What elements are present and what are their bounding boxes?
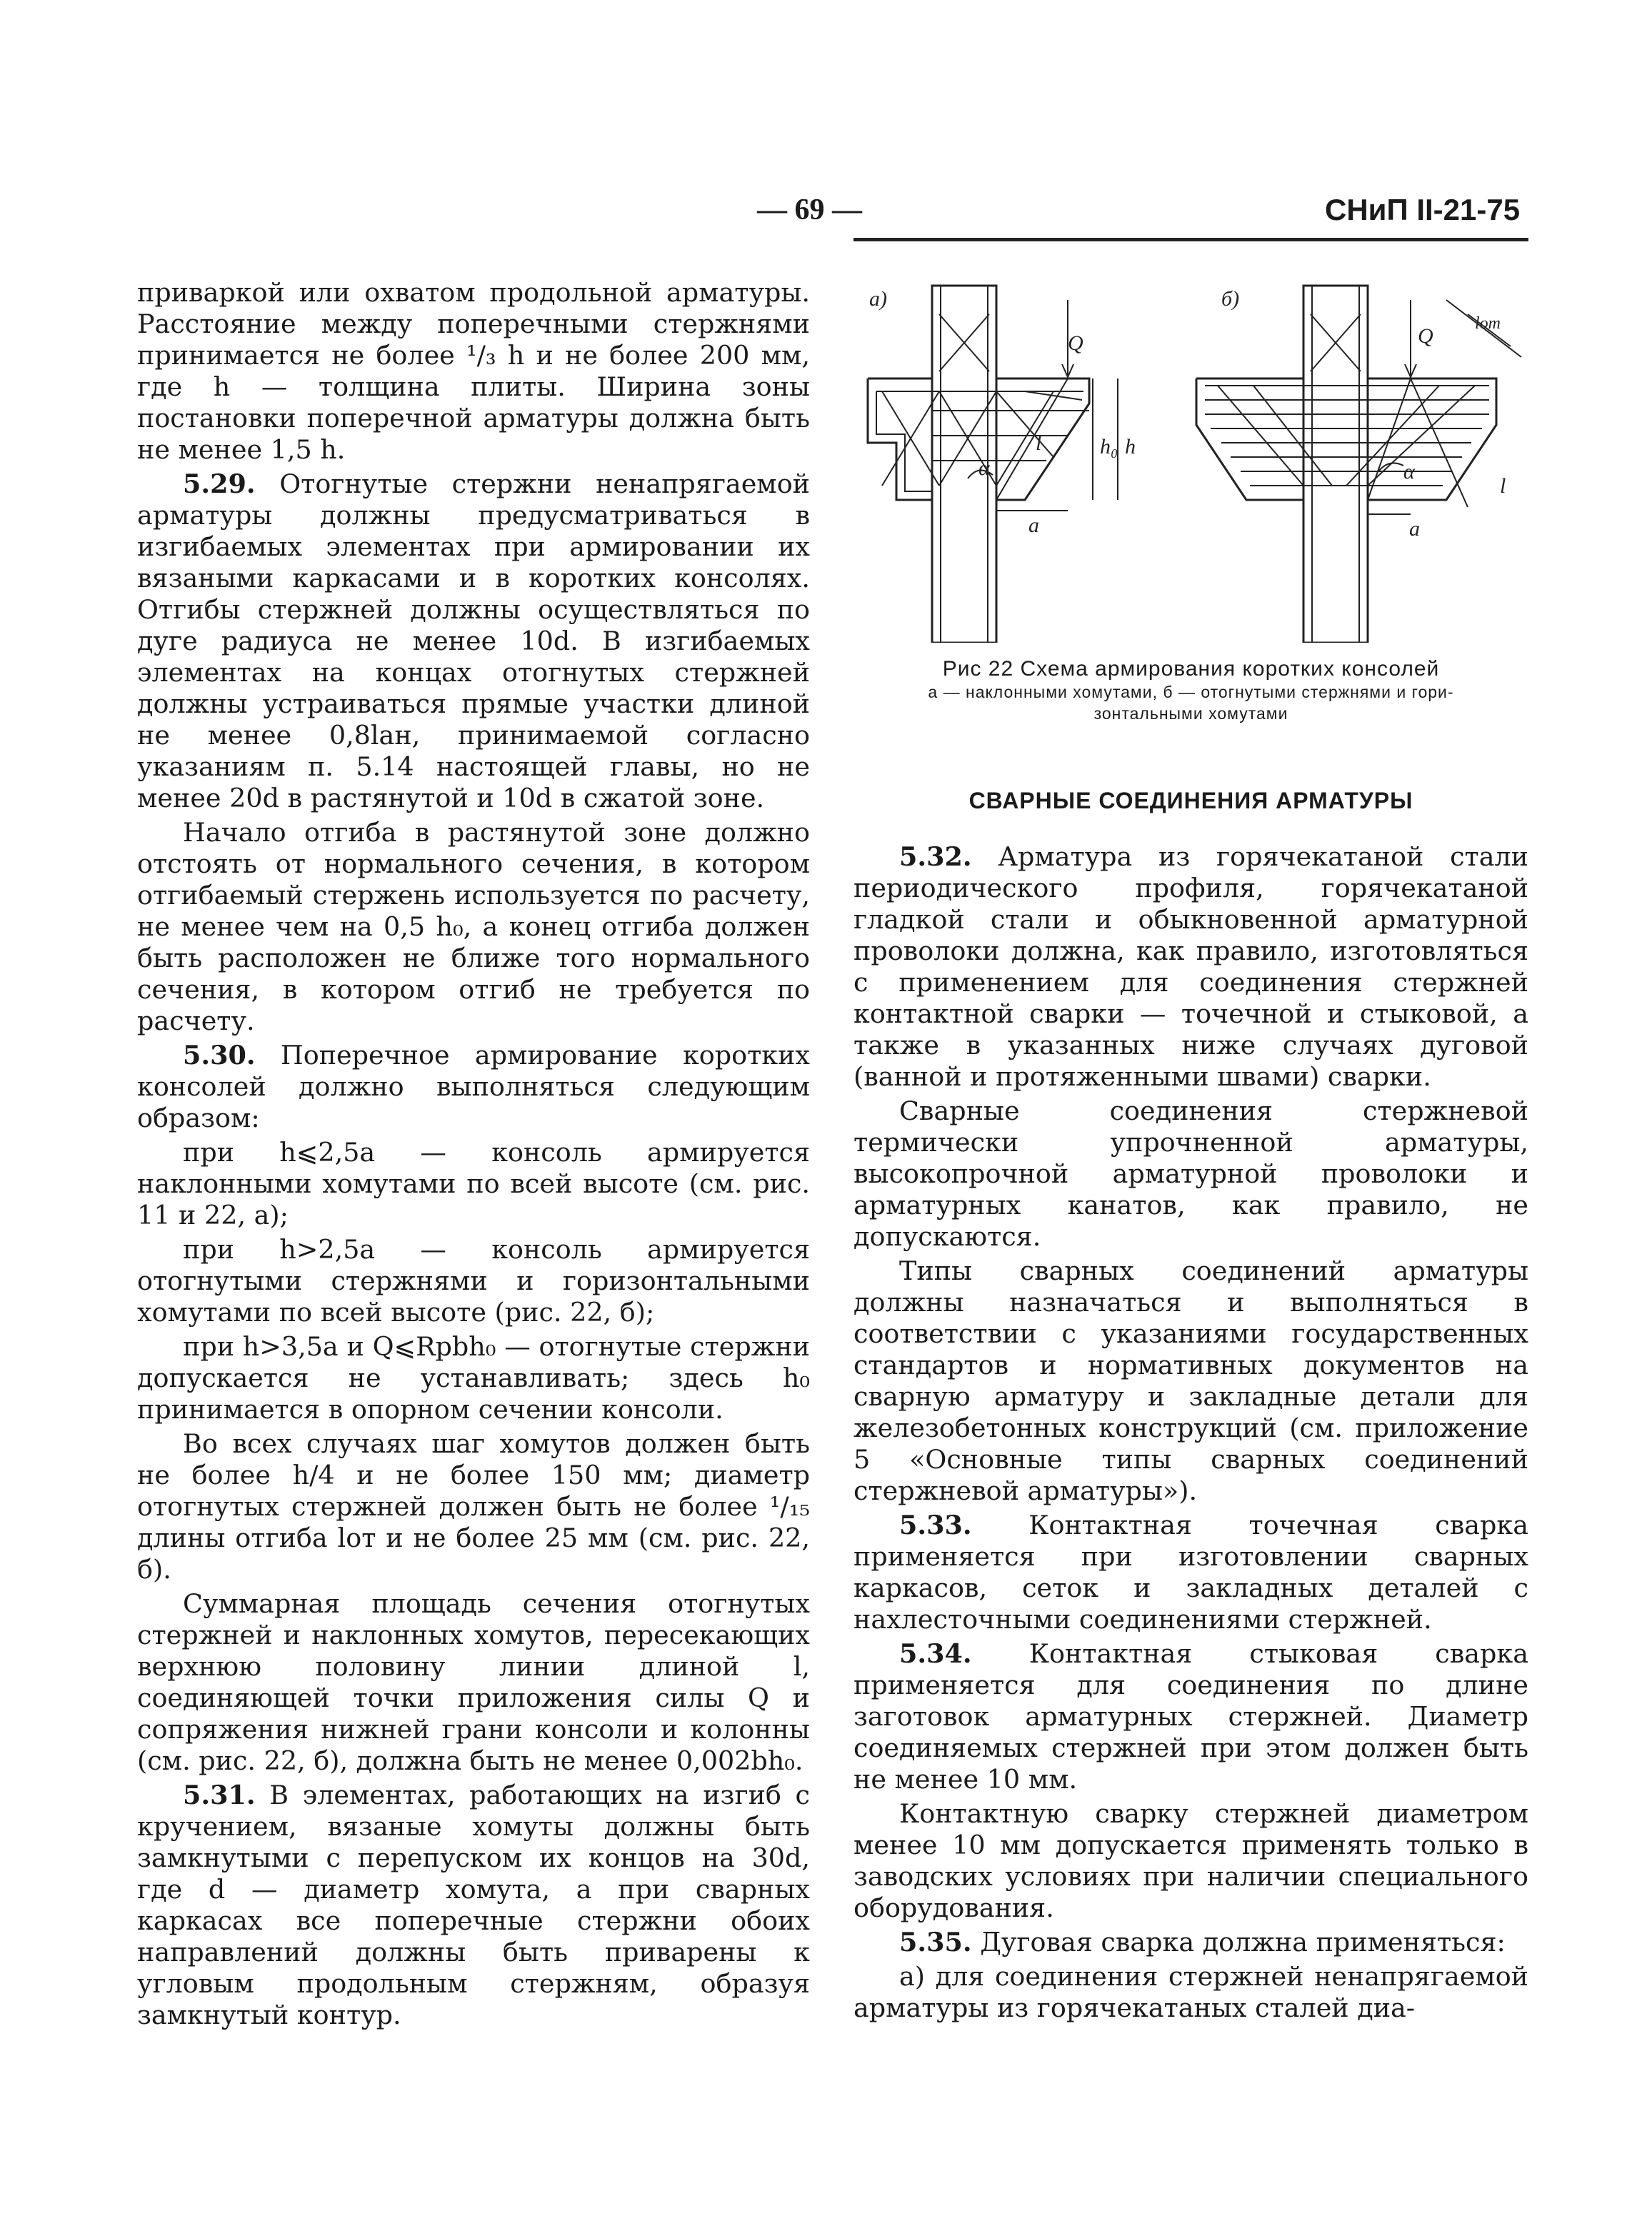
clause-5-32-text: Арматура из горячекатаной стали периодического профиля, горячекатаной гладкой стали и обыкновенной арматурной проволоки должна, как правило, изготовляться с применением для соединения стержней контактной сварки — точечной и стыковой, а также в указанных ниже случаях дуговой (ванной и протяженными швами) сварки. (853, 841, 1528, 1092)
clause-5-30-text: Поперечное армирование коротких консолей должно выполняться следующим образом: (137, 1040, 810, 1133)
clause-5-30 (137, 1040, 810, 1134)
left-paragraph-5: при h>3,5a и Q⩽Rрbh₀ — отогнутые стержни допускается не устанавливать; здесь h₀ принимается в опорном сечении консоли. (137, 1331, 810, 1425)
right-paragraph-1: Сварные соединения стержневой термически упрочненной арматуры, высокопрочной арматурной проволоки и арматурных канатов, как правило, не допускаются. (853, 1096, 1528, 1252)
section-title: СВАРНЫЕ СОЕДИНЕНИЯ АРМАТУРЫ (968, 788, 1413, 813)
left-column (137, 277, 810, 2034)
left-paragraph-4: при h>2,5a — консоль армируется отогнутыми стержнями и горизонтальными хомутами по всей высоте (рис. 22, б); (137, 1234, 810, 1328)
clause-5-30-number: 5.30. (183, 1040, 256, 1071)
label-a-dim-b: a (1409, 517, 1420, 541)
clause-5-34-number: 5.34. (899, 1638, 972, 1669)
clause-5-33 (853, 1510, 1528, 1635)
header-rule (853, 238, 1528, 241)
document-code: СНиП II-21-75 (1325, 193, 1521, 226)
clause-5-35 (853, 1927, 1528, 1958)
label-l-b: l (1500, 474, 1506, 498)
clause-5-35-number: 5.35. (899, 1927, 972, 1957)
clause-5-31-number: 5.31. (183, 1780, 256, 1810)
figure-caption-line2: зонтальными хомутами (1093, 704, 1288, 723)
clause-5-29-number: 5.29. (183, 468, 256, 499)
label-l-a: l (1036, 431, 1042, 455)
clause-5-33-text: Контактная точечная сварка применяется при изготовлении сварных каркасов, сеток и закладных деталей с нахлесточными соединениями стержней. (853, 1510, 1528, 1635)
clause-5-34 (853, 1638, 1528, 1795)
label-h-a: h (1125, 435, 1136, 458)
clause-5-31-text: В элементах, работающих на изгиб с кручением, вязаные хомуты должны быть замкнутыми с перепуском их концов на 30d, где d — диаметр хомута, а при сварных каркасах все поперечные стержни обоих направлений должны быть приварены к угловым продольным стержням, образуя замкнутый контур. (137, 1780, 810, 2030)
consoles-diagram (853, 271, 1528, 643)
clause-5-29 (137, 468, 810, 814)
right-paragraph-2: Типы сварных соединений арматуры должны назначаться и выполняться в соответствии с указаниями государственных стандартов и нормативных документов на сварную арматуру и закладные детали для железобетонных конструкций (см. приложение 5 «Основные типы сварных соединений стержневой арматуры»). (853, 1255, 1528, 1506)
figure-caption-line1: а — наклонными хомутами, б — отогнутыми стержнями и гори- (928, 683, 1454, 701)
clause-5-35-text: Дуговая сварка должна применяться: (971, 1927, 1506, 1957)
clause-5-31 (137, 1780, 810, 2031)
label-b: б) (1221, 287, 1240, 311)
clause-5-34-text: Контактная стыковая сварка применяется для соединения по длине заготовок арматурных стержней. Диаметр соединяемых стержней при этом должен быть не менее 10 мм. (853, 1638, 1528, 1795)
left-paragraph-3: при h⩽2,5a — консоль армируется наклонными хомутами по всей высоте (см. рис. 11 и 22, а); (137, 1137, 810, 1230)
figure-caption-title: Рис 22 Схема армирования коротких консолей (942, 657, 1440, 681)
label-lot-b: lот (1475, 314, 1501, 333)
label-alpha-a: α (978, 456, 990, 480)
page-number: — 69 — (757, 194, 862, 226)
clause-5-29-text: Отогнутые стержни ненапрягаемой арматуры должны предусматриваться в изгибаемых элементах при армировании их вязаными каркасами и в коротких консолях. Отгибы стержней должны осуществляться по дуге радиуса не менее 10d. В изгибаемых элементах на концах отогнутых стержней должны устраиваться прямые участки длиной не менее 0,8lан, принимаемой согласно указаниям п. 5.14 настоящей главы, но не менее 20d в растянутой и 10d в сжатой зоне. (137, 468, 810, 813)
label-q-b: Q (1418, 324, 1433, 348)
clause-5-33-number: 5.33. (899, 1510, 972, 1540)
label-q-a: Q (1068, 331, 1083, 355)
left-paragraph-7: Суммарная площадь сечения отогнутых стержней и наклонных хомутов, пересекающих верхнюю половину линии длиной l, соединяющей точки приложения силы Q и сопряжения нижней грани консоли и колонны (см. рис. 22, б), должна быть не менее 0,002bh₀. (137, 1588, 810, 1776)
label-alpha-b: α (1403, 460, 1415, 483)
right-column (853, 841, 1528, 2027)
figure-22 (853, 271, 1528, 643)
label-a: а) (869, 287, 887, 311)
left-paragraph-1: приваркой или охватом продольной арматуры. Расстояние между поперечными стержнями принимается не более ¹/₃ h и не более 200 мм, где h — толщина плиты. Ширина зоны постановки поперечной арматуры должна быть не менее 1,5 h. (137, 277, 810, 465)
label-h0-a: h₀ (1100, 435, 1118, 458)
console-b-drawing (1196, 286, 1521, 643)
right-paragraph-3: Контактную сварку стержней диаметром менее 10 мм допускается применять только в заводских условиях при наличии специального оборудования. (853, 1798, 1528, 1923)
left-paragraph-2: Начало отгиба в растянутой зоне должно отстоять от нормального сечения, в котором отгибаемый стержень используется по расчету, не менее чем на 0,5 h₀, а конец отгиба должен быть расположен не ближе того нормального сечения, в котором отгиб не требуется по расчету. (137, 817, 810, 1036)
clause-5-32-number: 5.32. (899, 841, 972, 872)
label-a-dim-a: a (1028, 513, 1039, 537)
right-paragraph-4: а) для соединения стержней ненапрягаемой арматуры из горячекатаных сталей диа- (853, 1961, 1528, 2023)
left-paragraph-6: Во всех случаях шаг хомутов должен быть не более h/4 и не более 150 мм; диаметр отогнутых стержней должен быть не более ¹/₁₅ длины отгиба lот и не более 25 мм (см. рис. 22, б). (137, 1428, 810, 1585)
figure-caption (853, 657, 1528, 724)
clause-5-32 (853, 841, 1528, 1093)
